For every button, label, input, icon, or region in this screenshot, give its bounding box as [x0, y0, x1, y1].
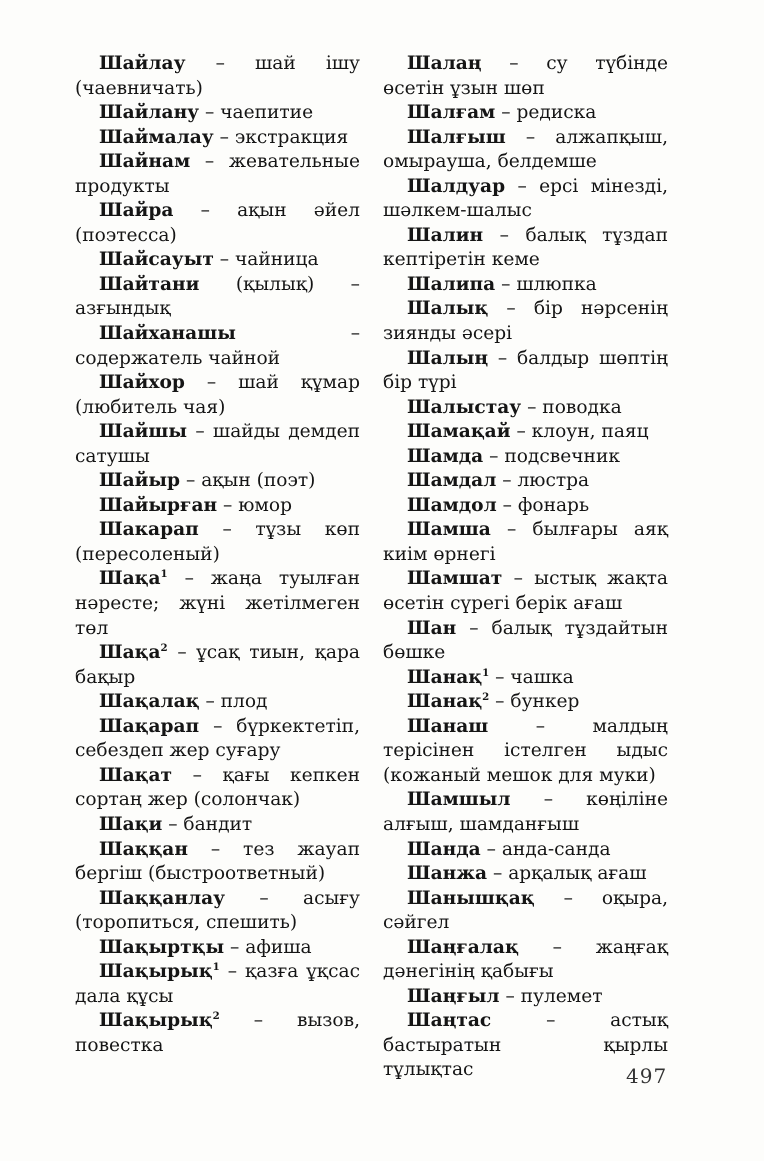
headword-text: Шақат — [99, 764, 173, 786]
entry-definition: – оқыра, сәйгел — [383, 887, 668, 934]
entry-headword — [407, 691, 489, 712]
left-column — [75, 52, 360, 1058]
headword-text: Шайтани — [99, 273, 200, 295]
dictionary-entry — [75, 813, 360, 838]
entry-definition: – асығу (торопиться, спешить) — [75, 887, 360, 934]
dictionary-entry — [383, 175, 668, 224]
dictionary-entry — [383, 101, 668, 126]
dictionary-entry — [383, 396, 668, 421]
headword-text: Шалыстау — [407, 396, 522, 418]
entry-headword — [407, 53, 482, 74]
entry-definition: – фонарь — [502, 494, 590, 516]
entry-definition: – ерсі мінезді, шәлкем-шалыс — [383, 175, 668, 222]
entry-definition: – поводка — [527, 396, 622, 418]
entry-headword — [407, 102, 495, 123]
entry-headword — [99, 814, 162, 835]
headword-text: Шанақ — [407, 666, 483, 688]
entry-headword — [407, 397, 521, 418]
entry-headword — [99, 200, 173, 221]
headword-text: Шақырық — [99, 1010, 213, 1032]
entry-headword — [407, 568, 502, 589]
entry-definition: – шай құмар (любитель чая) — [75, 372, 360, 418]
dictionary-entry — [383, 715, 668, 789]
homonym-number: 2 — [160, 641, 168, 654]
homonym-number: 1 — [482, 666, 490, 679]
entry-definition: – бункер — [495, 691, 580, 713]
entry-definition: – тез жауап бергіш (быстроответный) — [75, 838, 360, 885]
headword-text: Шайырған — [99, 494, 218, 516]
entry-headword — [407, 470, 496, 491]
entry-headword — [407, 127, 506, 148]
headword-text: Шамдал — [407, 470, 497, 492]
dictionary-entry — [383, 469, 668, 494]
dictionary-entry — [75, 52, 360, 101]
entry-headword — [99, 937, 224, 958]
entry-headword — [407, 839, 481, 860]
headword-text: Шақа — [99, 568, 161, 590]
entry-headword — [99, 102, 199, 123]
entry-headword — [407, 274, 495, 295]
dictionary-entry — [383, 838, 668, 863]
entry-definition: – афиша — [230, 936, 312, 958]
entry-definition: – ақын әйел (поэтесса) — [75, 200, 360, 246]
entry-definition: – балдыр шөптің бір түрі — [383, 347, 668, 394]
headword-text: Шалин — [407, 224, 484, 246]
headword-text: Шанақ — [407, 691, 483, 713]
entry-definition: – шлюпка — [501, 273, 597, 295]
entry-headword — [99, 839, 188, 860]
entry-headword — [99, 642, 168, 663]
entry-headword — [99, 470, 180, 491]
headword-text: Шамшыл — [407, 789, 511, 811]
dictionary-entry — [75, 764, 360, 813]
entry-headword — [407, 618, 456, 639]
headword-text: Шайра — [99, 200, 174, 222]
entry-definition: – подсвечник — [489, 445, 620, 467]
entry-definition: – редиска — [501, 102, 597, 124]
headword-text: Шақарап — [99, 715, 200, 737]
entry-headword — [407, 421, 511, 442]
entry-definition: – ыстық жақта өсетін сүрегі берік ағаш — [383, 568, 668, 615]
entry-definition: – юмор — [223, 494, 292, 516]
headword-text: Шайнам — [99, 151, 191, 173]
dictionary-entry — [75, 715, 360, 764]
entry-definition: – шай ішу (чаевничать) — [75, 53, 360, 99]
entry-headword — [99, 961, 220, 982]
entry-definition: – жевательные продукты — [75, 151, 360, 197]
entry-headword — [99, 495, 217, 516]
dictionary-entry — [383, 518, 668, 567]
entry-headword — [407, 986, 500, 1007]
dictionary-entry — [383, 666, 668, 691]
dictionary-entry — [75, 960, 360, 1009]
dictionary-entry — [383, 862, 668, 887]
entry-headword — [407, 863, 487, 884]
entry-headword — [407, 446, 483, 467]
entry-definition: – арқалық ағаш — [492, 863, 647, 885]
entry-headword — [407, 789, 511, 810]
dictionary-entry — [383, 887, 668, 936]
entry-definition: – бандит — [168, 813, 253, 835]
entry-headword — [407, 176, 505, 197]
entry-definition: – анда-санда — [486, 838, 611, 860]
entry-definition: – тұзы көп (пересоленый) — [75, 519, 360, 565]
entry-definition: – ұсақ тиын, қара бақыр — [75, 642, 360, 688]
dictionary-entry — [75, 101, 360, 126]
dictionary-entry — [383, 567, 668, 616]
dictionary-entry — [75, 838, 360, 887]
dictionary-entry — [75, 420, 360, 469]
entry-definition: – былғары аяқ киім өрнегі — [383, 519, 668, 565]
headword-text: Шалаң — [407, 53, 482, 74]
entry-headword — [99, 765, 172, 786]
entry-definition: – плод — [205, 691, 268, 713]
entry-definition: – чашка — [495, 666, 574, 688]
dictionary-entry — [383, 52, 668, 101]
entry-definition: – көңіліне алғыш, шамданғыш — [383, 789, 668, 835]
entry-headword — [407, 519, 491, 540]
headword-text: Шалғыш — [407, 126, 506, 148]
headword-text: Шайыр — [99, 470, 181, 492]
entry-definition: – жаңа туылған нәресте; жүні жетілмеген төл — [75, 568, 360, 639]
headword-text: Шалық — [407, 298, 489, 320]
headword-text: Шайлану — [99, 102, 200, 124]
dictionary-entry — [383, 224, 668, 273]
dictionary-entry — [75, 641, 360, 690]
headword-text: Шанышқақ — [407, 887, 535, 909]
dictionary-entry — [383, 126, 668, 175]
headword-text: Шанда — [407, 838, 481, 860]
entry-headword — [407, 495, 497, 516]
dictionary-entry — [383, 273, 668, 298]
entry-headword — [99, 372, 185, 393]
entry-headword — [407, 298, 488, 319]
headword-text: Шамша — [407, 519, 491, 541]
headword-text: Шайсауыт — [99, 249, 214, 271]
entry-headword — [99, 716, 199, 737]
entry-headword — [99, 151, 190, 172]
entry-definition: – балық тұздайтын бөшке — [383, 617, 668, 664]
dictionary-entry — [75, 322, 360, 371]
right-column — [383, 52, 668, 1083]
dictionary-entry — [75, 567, 360, 641]
headword-text: Шаймалау — [99, 126, 214, 148]
dictionary-entry — [383, 494, 668, 519]
entry-headword — [99, 274, 199, 295]
entry-headword — [99, 421, 187, 442]
dictionary-entry — [383, 690, 668, 715]
headword-text: Шанаш — [407, 715, 489, 737]
dictionary-entry — [75, 936, 360, 961]
dictionary-entry — [75, 126, 360, 151]
entry-definition: – чаепитие — [205, 102, 314, 124]
entry-definition: – астық бастыратын қырлы тұлықтас — [383, 1010, 668, 1081]
entry-headword — [99, 888, 225, 909]
headword-text: Шан — [407, 617, 457, 639]
headword-text: Шамда — [407, 445, 484, 467]
entry-headword — [407, 667, 489, 688]
entry-headword — [99, 519, 199, 540]
dictionary-entry — [383, 347, 668, 396]
entry-definition: – содержатель чайной — [75, 323, 360, 369]
entry-definition: – пулемет — [505, 985, 603, 1007]
entry-headword — [407, 888, 535, 909]
dictionary-entry — [383, 985, 668, 1010]
headword-text: Шайханашы — [99, 323, 236, 345]
entry-headword — [99, 127, 214, 148]
headword-text: Шамдол — [407, 494, 497, 516]
headword-text: Шакарап — [99, 519, 199, 541]
dictionary-entry — [383, 788, 668, 837]
headword-text: Шақыртқы — [99, 936, 225, 958]
dictionary-entry — [75, 494, 360, 519]
dictionary-entry — [75, 887, 360, 936]
entry-definition: – чайница — [219, 249, 319, 271]
entry-headword — [99, 249, 214, 270]
headword-text: Шайлау — [99, 53, 186, 74]
entry-headword — [99, 53, 185, 74]
dictionary-entry — [75, 518, 360, 567]
headword-text: Шайхор — [99, 372, 185, 394]
entry-definition: – су түбінде өсетін ұзын шөп — [383, 53, 668, 99]
headword-text: Шамшат — [407, 568, 503, 590]
headword-text: Шақырық — [99, 961, 213, 983]
entry-headword — [99, 691, 200, 712]
page-number: 497 — [626, 1064, 668, 1088]
entry-definition: – экстракция — [219, 126, 349, 148]
entry-definition: – қағы кепкен сортаң жер (солончак) — [75, 764, 360, 811]
headword-text: Шақи — [99, 813, 163, 835]
entry-headword — [99, 323, 236, 344]
dictionary-entry — [383, 445, 668, 470]
entry-definition: – алжапқыш, омырауша, белдемше — [383, 126, 668, 173]
entry-definition: – жаңғақ дәнегінің қабығы — [383, 936, 668, 983]
headword-text: Шаңғалақ — [407, 936, 519, 958]
headword-text: Шаңғыл — [407, 985, 500, 1007]
headword-text: Шанжа — [407, 863, 488, 885]
dictionary-entry — [75, 273, 360, 322]
entry-headword — [407, 348, 488, 369]
homonym-number: 2 — [212, 1010, 220, 1023]
dictionary-entry — [383, 420, 668, 445]
dictionary-entry — [75, 469, 360, 494]
headword-text: Шамақай — [407, 421, 511, 443]
dictionary-entry — [383, 936, 668, 985]
entry-headword — [407, 225, 483, 246]
headword-text: Шалдуар — [407, 175, 506, 197]
homonym-number: 1 — [212, 961, 220, 974]
dictionary-entry — [75, 1009, 360, 1058]
entry-definition: – клоун, паяц — [516, 421, 649, 443]
entry-headword — [99, 568, 168, 589]
entry-definition: – қазға ұқсас дала құсы — [75, 961, 360, 1007]
dictionary-entry — [75, 371, 360, 420]
dictionary-entry — [75, 690, 360, 715]
homonym-number: 2 — [482, 691, 490, 704]
headword-text: Шалипа — [407, 273, 496, 295]
dictionary-entry — [75, 248, 360, 273]
entry-definition: – бүркектетіп, себездеп жер суғару — [75, 715, 360, 762]
entry-definition: – малдың терісінен істелген ыдыс (кожаный мешок для муки) — [383, 715, 668, 786]
entry-headword — [99, 1010, 220, 1031]
entry-definition: – бір нәрсенің зиянды әсері — [383, 298, 668, 345]
dictionary-entry — [383, 617, 668, 666]
homonym-number: 1 — [160, 568, 168, 581]
dictionary-entry — [75, 150, 360, 199]
headword-text: Шалғам — [407, 102, 496, 124]
entry-headword — [407, 716, 488, 737]
headword-text: Шалың — [407, 347, 489, 369]
headword-text: Шаққанлау — [99, 887, 226, 909]
dictionary-entry — [75, 199, 360, 248]
entry-definition: – ақын (поэт) — [185, 470, 316, 492]
entry-definition: – балық тұздап кептіретін кеме — [383, 224, 668, 271]
entry-headword — [407, 1010, 491, 1031]
entry-definition: (қылық) – азғындық — [75, 273, 360, 320]
entry-definition: – люстра — [502, 470, 590, 492]
headword-text: Шақа — [99, 642, 161, 664]
headword-text: Шақалақ — [99, 691, 200, 713]
entry-headword — [407, 937, 519, 958]
entry-definition: – вызов, повестка — [75, 1010, 360, 1056]
dictionary-entry — [383, 297, 668, 346]
entry-definition: – шайды демдеп сатушы — [75, 421, 360, 467]
headword-text: Шаңтас — [407, 1010, 492, 1032]
headword-text: Шаққан — [99, 838, 188, 860]
headword-text: Шайшы — [99, 421, 188, 443]
